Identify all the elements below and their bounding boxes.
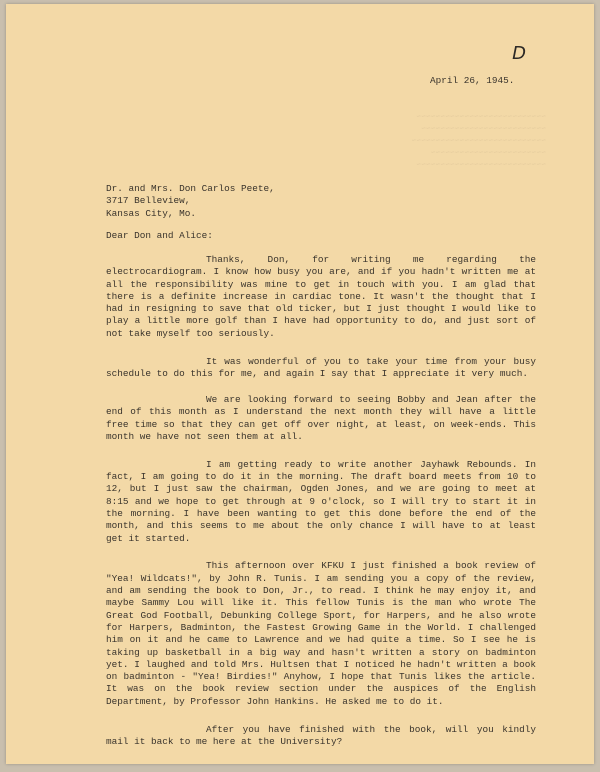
handwritten-page-mark: D <box>512 43 526 64</box>
paragraph: It was wonderful of you to take your time from your busy schedule to do this for me, and again I say that I appreciate it very much. <box>106 355 536 379</box>
paragraph: We are looking forward to seeing Bobby and Jean after the end of this month as I understand the next month they will have a little free time so that they can get off over night, at least, on week-ends. This month we have not seen them at all. <box>106 394 536 443</box>
address-line: Dr. and Mrs. Don Carlos Peete, <box>106 183 275 194</box>
letter-body <box>106 254 536 764</box>
salutation: Dear Don and Alice: <box>106 230 213 241</box>
paragraph: After you have finished with the book, will you kindly mail it back to me here at the University? <box>106 723 536 747</box>
address-line: Kansas City, Mo. <box>106 207 197 219</box>
recipient-address <box>106 183 275 220</box>
bleed-through: ~~~~~~~~~~~~~~~~~~~~~~~~~~~ ~~~~~~~~~~~~~~~~~~~~~~~~~~ ~~~~~~~~~~~~~~~~~~~~~~~~~~~~ ~~~~~~~~~~~~~~~~~~~~~~~~ ~~~~~~~~~~~~~~~~~~~~~~~~~~~ <box>411 113 546 170</box>
address-line: 3717 Belleview, <box>106 195 191 207</box>
paragraph: Thanks, Don, for writing me regarding the electrocardiogram. I know how busy you are, and if you hadn't written me at all the responsibility was mine to get in touch with you. I am glad that there is a definite increase in cardiac tone. It wasn't the thought that I had in resigning to save that old ticker, but I just thought I would like to play a little more golf than I have had opportunity to do, and just sort of not take myself too seriously. <box>106 254 536 339</box>
paragraph: I am getting ready to write another Jayhawk Rebounds. In fact, I am going to do it in the morning. The draft board meets from 10 to 12, but I just saw the chairman, Ogden Jones, and we are going to meet at 8:15 and we hope to get through at 9 o'clock, so I will try to start it in the morning. I have been wanting to get this done before the end of the month, and this seems to me about the only chance I will have to at least get it started. <box>106 458 536 544</box>
paragraph: This afternoon over KFKU I just finished a book review of "Yea! Wildcats!", by John R. Tunis. I am sending you a copy of the review, and am sending the book to Don, Jr., to read. I think he may enjoy it, and maybe Sammy Lou will like it. This fellow Tunis is the man who wrote The Great God Football, Debunking College Sport, for Harpers, and he also wrote for Harpers, Badminton, the Fastest Growing Game in the World. I challenged him on it and he came to Lawrence and we had quite a time. So I see he is taking up basketball in a big way and hasn't written a story on badminton yet. I laughed and told Mrs. Hultsen that I noticed he hadn't written a book on badminton - "Yea! Birdies!" Anyhow, I hope that Tunis likes the article. It was on the book review section under the auspices of the English Department, by Professor John Hankins. He asked me to do it. <box>106 560 536 707</box>
letter-page <box>6 4 594 764</box>
letter-date: April 26, 1945. <box>430 75 515 86</box>
